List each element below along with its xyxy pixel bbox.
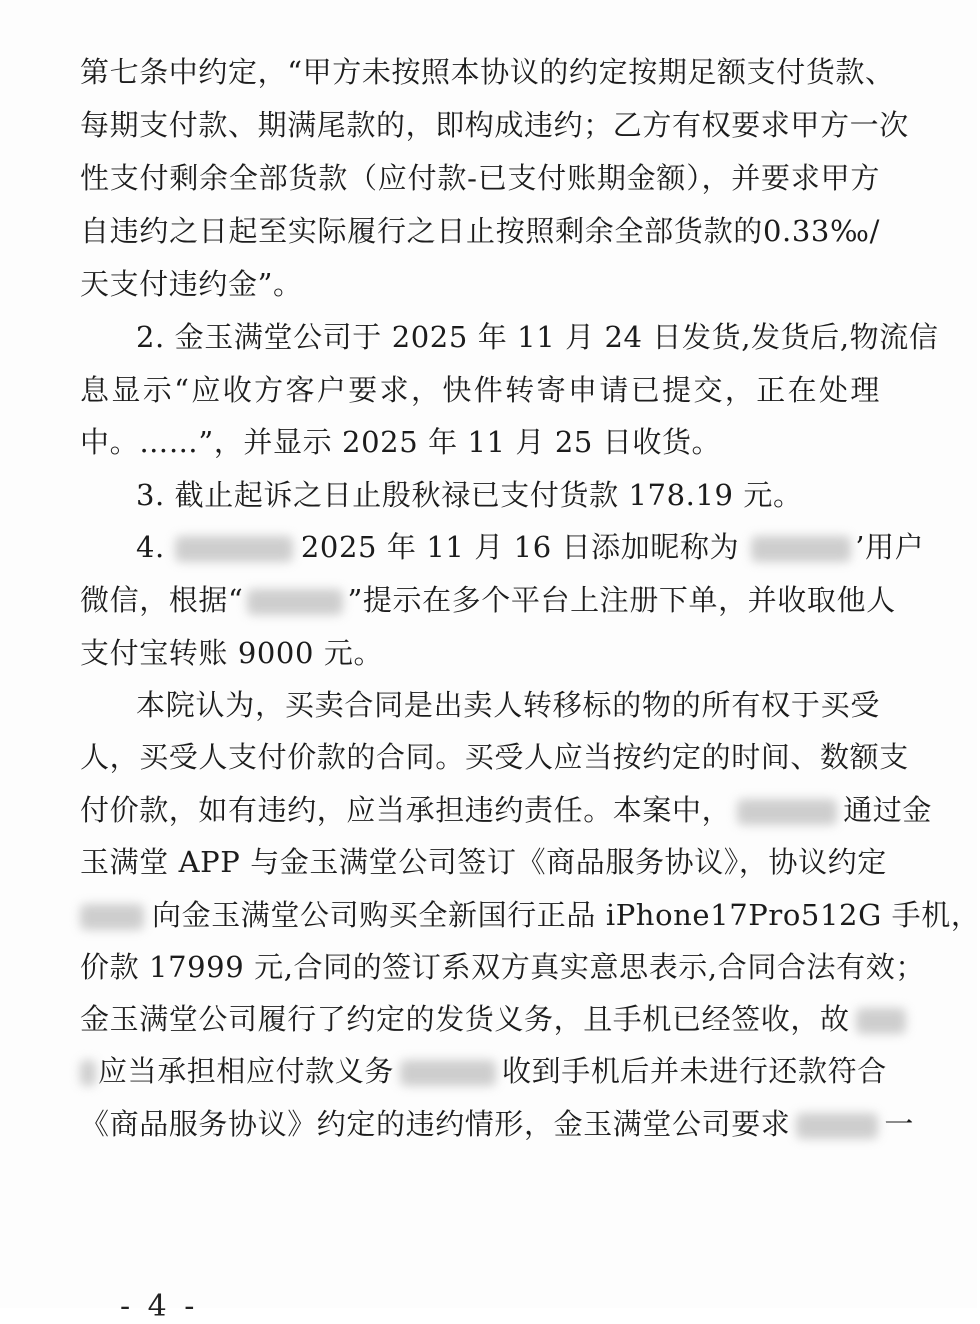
text-line-7: 息显示“应收方客户要求，快件转寄申请已提交，正在处理: [80, 373, 880, 407]
redacted-name-blur: [737, 799, 837, 825]
text-line-18: 价款 17999 元,合同的签订系双方真实意思表示,合同合法有效；: [80, 950, 925, 984]
text-segment: 《商品服务协议》约定的违约情形，金玉满堂公司要求: [80, 1107, 791, 1141]
text-segment: 收到手机后并未进行还款符合: [502, 1054, 887, 1088]
text-line-19: [80, 993, 880, 1045]
redacted-name-blur: [80, 904, 144, 930]
redacted-nickname-blur: [751, 536, 851, 562]
page-number: - 4 -: [120, 1289, 199, 1324]
text-line-17: [80, 889, 980, 941]
text-line-11: [80, 574, 896, 626]
text-line-4: 自违约之日起至实际履行之日止按照剩余全部货款的0.33‰/: [80, 214, 880, 248]
text-segment: 金玉满堂公司履行了约定的发货义务，且手机已经签收，故: [80, 1002, 850, 1036]
text-line-3: 性支付剩余全部货款（应付款-已支付账期金额），并要求甲方: [80, 161, 880, 195]
text-line-5: 天支付违约金”。: [80, 267, 303, 301]
text-line-20: [80, 1045, 887, 1097]
text-line-12: 支付宝转账 9000 元。: [80, 636, 384, 670]
text-segment: 一: [884, 1107, 915, 1141]
redacted-name-blur: [80, 1060, 96, 1086]
text-segment: ”提示在多个平台上注册下单，并收取他人: [347, 583, 896, 617]
text-line-8: 中。……”，并显示 2025 年 11 月 25 日收货。: [80, 425, 722, 459]
text-line-9: 3. 截止起诉之日止殷秋禄已支付货款 178.19 元。: [136, 478, 803, 512]
text-segment: 应当承担相应付款义务: [98, 1054, 395, 1088]
text-segment: 2025 年 11 月 16 日添加昵称为: [300, 530, 740, 564]
redacted-name-blur: [175, 536, 293, 562]
text-segment: ’用户: [855, 530, 925, 564]
text-segment: 通过金: [843, 793, 933, 827]
text-line-13: 本院认为，买卖合同是出卖人转移标的物的所有权于买受: [136, 688, 880, 722]
text-line-16: 玉满堂 APP 与金玉满堂公司签订《商品服务协议》，协议约定: [80, 845, 887, 879]
text-line-10: [136, 521, 925, 573]
redacted-name-blur: [796, 1113, 878, 1139]
text-segment: 微信，根据“: [80, 583, 244, 617]
redacted-name-blur: [400, 1060, 496, 1086]
text-line-1: 第七条中约定，“甲方未按照本协议的约定按期足额支付货款、: [80, 55, 895, 89]
text-segment: 向金玉满堂公司购买全新国行正品 iPhone17Pro512G 手机，: [152, 898, 980, 932]
text-segment: 付价款，如有违约，应当承担违约责任。本案中，: [80, 793, 732, 827]
text-line-2: 每期支付款、期满尾款的，即构成违约；乙方有权要求甲方一次: [80, 108, 909, 142]
text-line-6: 2. 金玉满堂公司于 2025 年 11 月 24 日发货,发货后,物流信: [136, 320, 939, 354]
text-line-21: [80, 1098, 915, 1150]
text-line-15: [80, 784, 933, 836]
item-number: 4.: [136, 530, 165, 564]
redacted-name-blur: [856, 1008, 906, 1034]
redacted-text-blur: [247, 589, 343, 615]
text-line-14: 人，买受人支付价款的合同。买受人应当按约定的时间、数额支: [80, 740, 909, 774]
